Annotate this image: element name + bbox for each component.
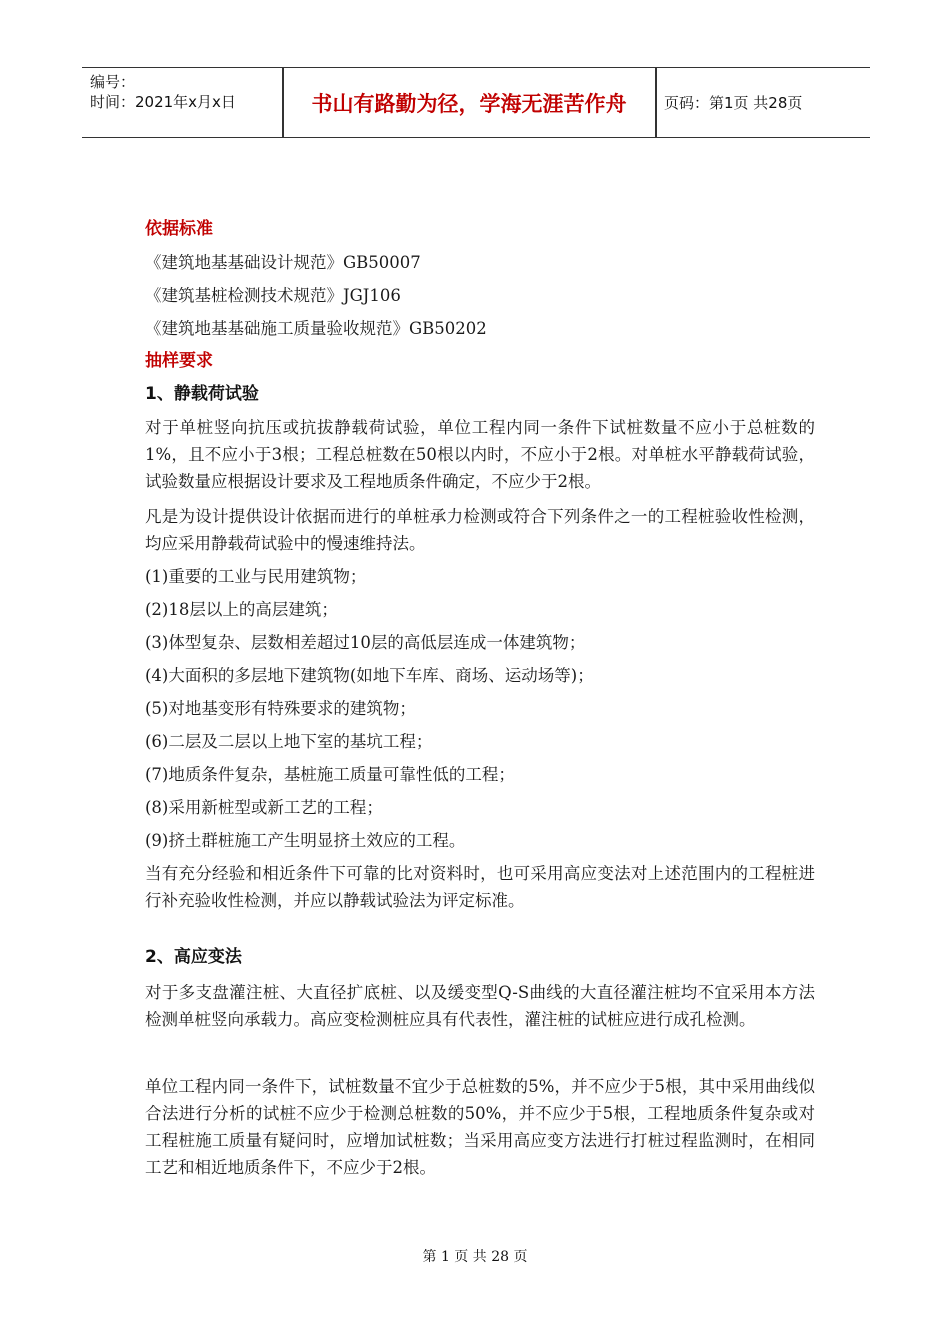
list-item: (5)对地基变形有特殊要求的建筑物；	[145, 699, 416, 718]
standard-item: 《建筑地基基础设计规范》GB50007	[145, 253, 421, 272]
standard-item: 《建筑基桩检测技术规范》JGJ106	[145, 286, 401, 305]
header-table	[82, 67, 870, 138]
header-motto: 书山有路勤为径，学海无涯苦作舟	[311, 91, 627, 116]
list-item: (9)挤土群桩施工产生明显挤土效应的工程。	[145, 831, 466, 850]
paragraph: 单位工程内同一条件下，试桩数量不宜少于总桩数的5%，并不应少于5根，其中采用曲线似合法进行分析的试桩不应少于检测总桩数的50%，并不应少于5根，工程地质条件复杂或对工程桩施工质量有疑问时，应增加试桩数；当采用高应变方法进行打桩过程监测时，在相同工艺和相近地质条件下，不应少于2根。	[145, 1077, 815, 1177]
date-label: 时间：2021年x月x日	[90, 93, 236, 111]
list-item: (4)大面积的多层地下建筑物(如地下车库、商场、运动场等)；	[145, 666, 594, 685]
paragraph: 对于单桩竖向抗压或抗拔静载荷试验，单位工程内同一条件下试桩数量不应小于总桩数的1%，且不应小于3根；工程总桩数在50根以内时，不应小于2根。对单桩水平静载荷试验，试验数量应根据设计要求及工程地质条件确定，不应少于2根。	[145, 418, 815, 491]
list-item: (8)采用新桩型或新工艺的工程；	[145, 798, 383, 817]
header-page-info: 页码：第1页 共28页	[664, 94, 803, 112]
list-item: (3)体型复杂、层数相差超过10层的高低层连成一体建筑物；	[145, 633, 586, 652]
paragraph: 对于多支盘灌注桩、大直径扩底桩、以及缓变型Q-S曲线的大直径灌注桩均不宜采用本方法检测单桩竖向承载力。高应变检测桩应具有代表性，灌注桩的试桩应进行成孔检测。	[145, 983, 815, 1029]
header-left-cell	[90, 72, 236, 112]
paragraph: 凡是为设计提供设计依据而进行的单桩承力检测或符合下列条件之一的工程桩验收性检测，均应采用静载荷试验中的慢速维持法。	[145, 507, 815, 553]
list-item: (2)18层以上的高层建筑；	[145, 600, 338, 619]
section-2-heading: 2、高应变法	[145, 947, 242, 967]
page-footer: 第 1 页 共 28 页	[422, 1249, 528, 1265]
section-1-heading: 1、静载荷试验	[145, 384, 259, 404]
document-body	[145, 216, 815, 1181]
sampling-heading: 抽样要求	[145, 351, 213, 371]
basis-heading: 依据标准	[145, 219, 213, 239]
list-item: (1)重要的工业与民用建筑物；	[145, 567, 367, 586]
paragraph: 当有充分经验和相近条件下可靠的比对资料时，也可采用高应变法对上述范围内的工程桩进行补充验收性检测，并应以静载试验法为评定标准。	[145, 864, 815, 910]
standard-item: 《建筑地基基础施工质量验收规范》GB50202	[145, 319, 487, 338]
list-item: (6)二层及二层以上地下室的基坑工程；	[145, 732, 433, 751]
header-divider	[655, 68, 657, 137]
list-item: (7)地质条件复杂，基桩施工质量可靠性低的工程；	[145, 765, 515, 784]
number-label: 编号：	[90, 73, 136, 91]
